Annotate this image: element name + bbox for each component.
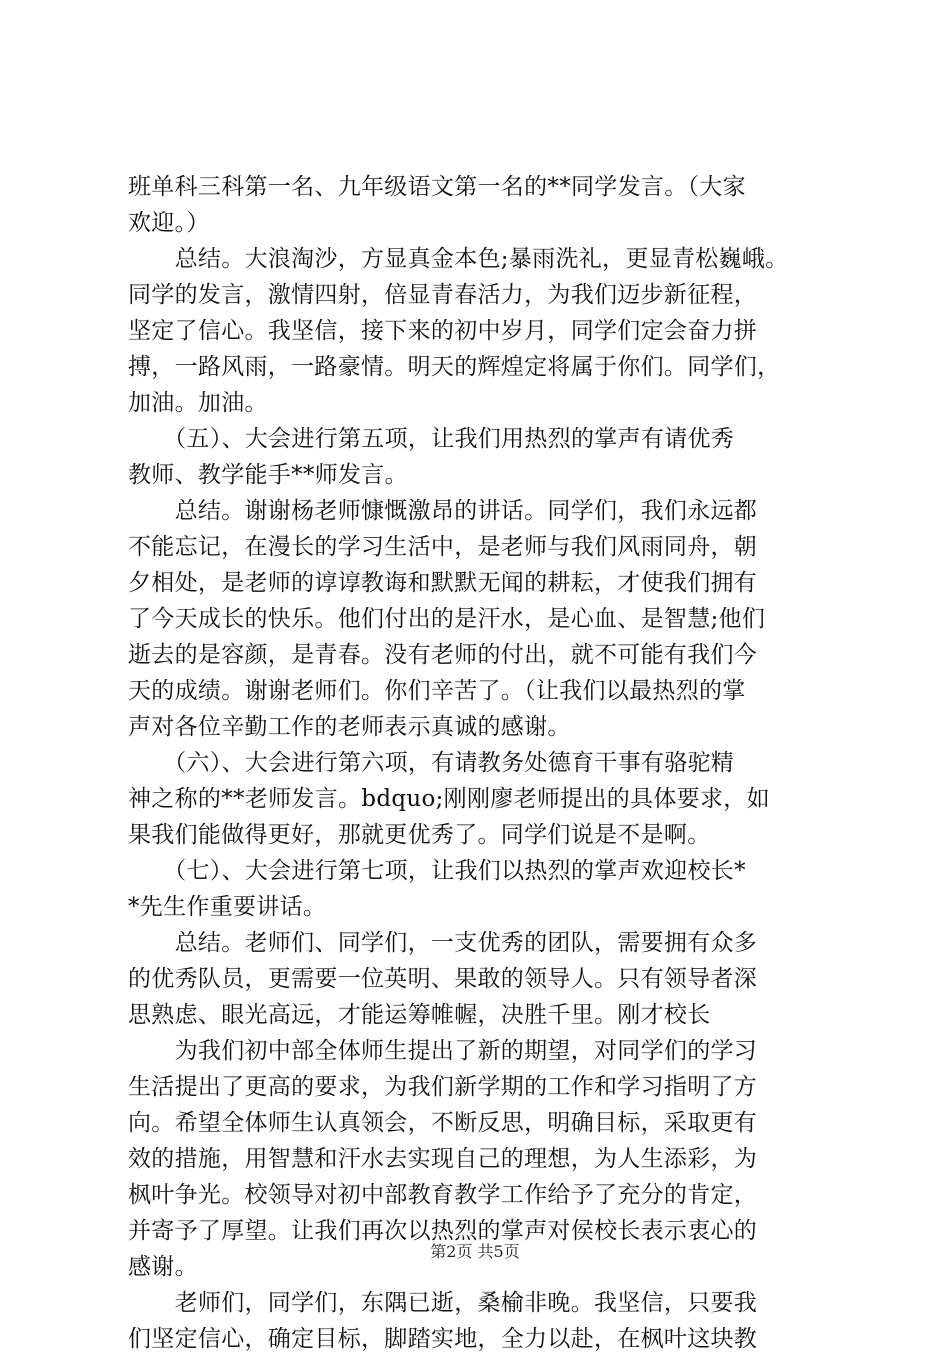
- text-line: 逝去的是容颜，是青春。没有老师的付出，就不可能有我们今: [128, 642, 758, 668]
- text-line: 坚定了信心。我坚信，接下来的初中岁月，同学们定会奋力拼: [128, 318, 758, 344]
- text-line: *先生作重要讲话。: [128, 894, 327, 920]
- text-line: 生活提出了更高的要求，为我们新学期的工作和学习指明了方: [128, 1074, 758, 1100]
- text-line: 加油。加油。: [128, 390, 268, 416]
- text-line: 不能忘记，在漫长的学习生活中，是老师与我们风雨同舟，朝: [128, 534, 758, 560]
- text-line: 总结。谢谢杨老师慷慨激昂的讲话。同学们，我们永远都: [128, 498, 758, 524]
- text-line: 们坚定信心，确定目标，脚踏实地，全力以赴，在枫叶这块教: [128, 1326, 758, 1352]
- text-line: 夕相处，是老师的谆谆教诲和默默无闻的耕耘，才使我们拥有: [128, 570, 758, 596]
- page-number-footer: 第2页 共5页: [430, 1242, 520, 1261]
- text-line: 为我们初中部全体师生提出了新的期望，对同学们的学习: [128, 1038, 758, 1064]
- text-line: （六）、大会进行第六项，有请教务处德育干事有骆驼精: [128, 750, 735, 776]
- text-line: 感谢。: [128, 1254, 198, 1280]
- text-line: 教师、教学能手**师发言。: [128, 462, 408, 488]
- text-line: （七）、大会进行第七项，让我们以热烈的掌声欢迎校长*: [128, 858, 746, 884]
- text-line: 思熟虑、眼光高远，才能运筹帷幄，决胜千里。刚才校长: [128, 1002, 711, 1028]
- text-line: 效的措施，用智慧和汗水去实现自己的理想，为人生添彩，为: [128, 1146, 758, 1172]
- text-line: 同学的发言，激情四射，倍显青春活力，为我们迈步新征程，: [128, 282, 758, 308]
- text-line: 枫叶争光。校领导对初中部教育教学工作给予了充分的肯定，: [128, 1182, 758, 1208]
- text-line: 老师们，同学们，东隅已逝，桑榆非晚。我坚信，只要我: [128, 1290, 758, 1316]
- text-line: 了今天成长的快乐。他们付出的是汗水，是心血、是智慧;他们: [128, 606, 766, 632]
- text-line: 天的成绩。谢谢老师们。你们辛苦了。（让我们以最热烈的掌: [128, 678, 746, 704]
- text-line: 总结。大浪淘沙，方显真金本色;暴雨洗礼，更显青松巍峨。: [128, 246, 789, 272]
- text-line: 欢迎。）: [128, 210, 210, 236]
- text-line: （五）、大会进行第五项，让我们用热烈的掌声有请优秀: [128, 426, 735, 452]
- text-line: 的优秀队员，更需要一位英明、果敢的领导人。只有领导者深: [128, 966, 758, 992]
- text-line: 果我们能做得更好，那就更优秀了。同学们说是不是啊。: [128, 822, 711, 848]
- text-line: 总结。老师们、同学们，一支优秀的团队，需要拥有众多: [128, 930, 758, 956]
- text-line: 声对各位辛勤工作的老师表示真诚的感谢。: [128, 714, 571, 740]
- text-line: 搏，一路风雨，一路豪情。明天的辉煌定将属于你们。同学们，: [128, 354, 781, 380]
- text-line: 向。希望全体师生认真领会，不断反思，明确目标，采取更有: [128, 1110, 758, 1136]
- text-line: 班单科三科第一名、九年级语文第一名的**同学发言。（大家: [128, 174, 746, 200]
- text-line: 并寄予了厚望。让我们再次以热烈的掌声对侯校长表示衷心的: [128, 1218, 758, 1244]
- text-line: 神之称的**老师发言。bdquo;刚刚廖老师提出的具体要求，如: [128, 786, 770, 812]
